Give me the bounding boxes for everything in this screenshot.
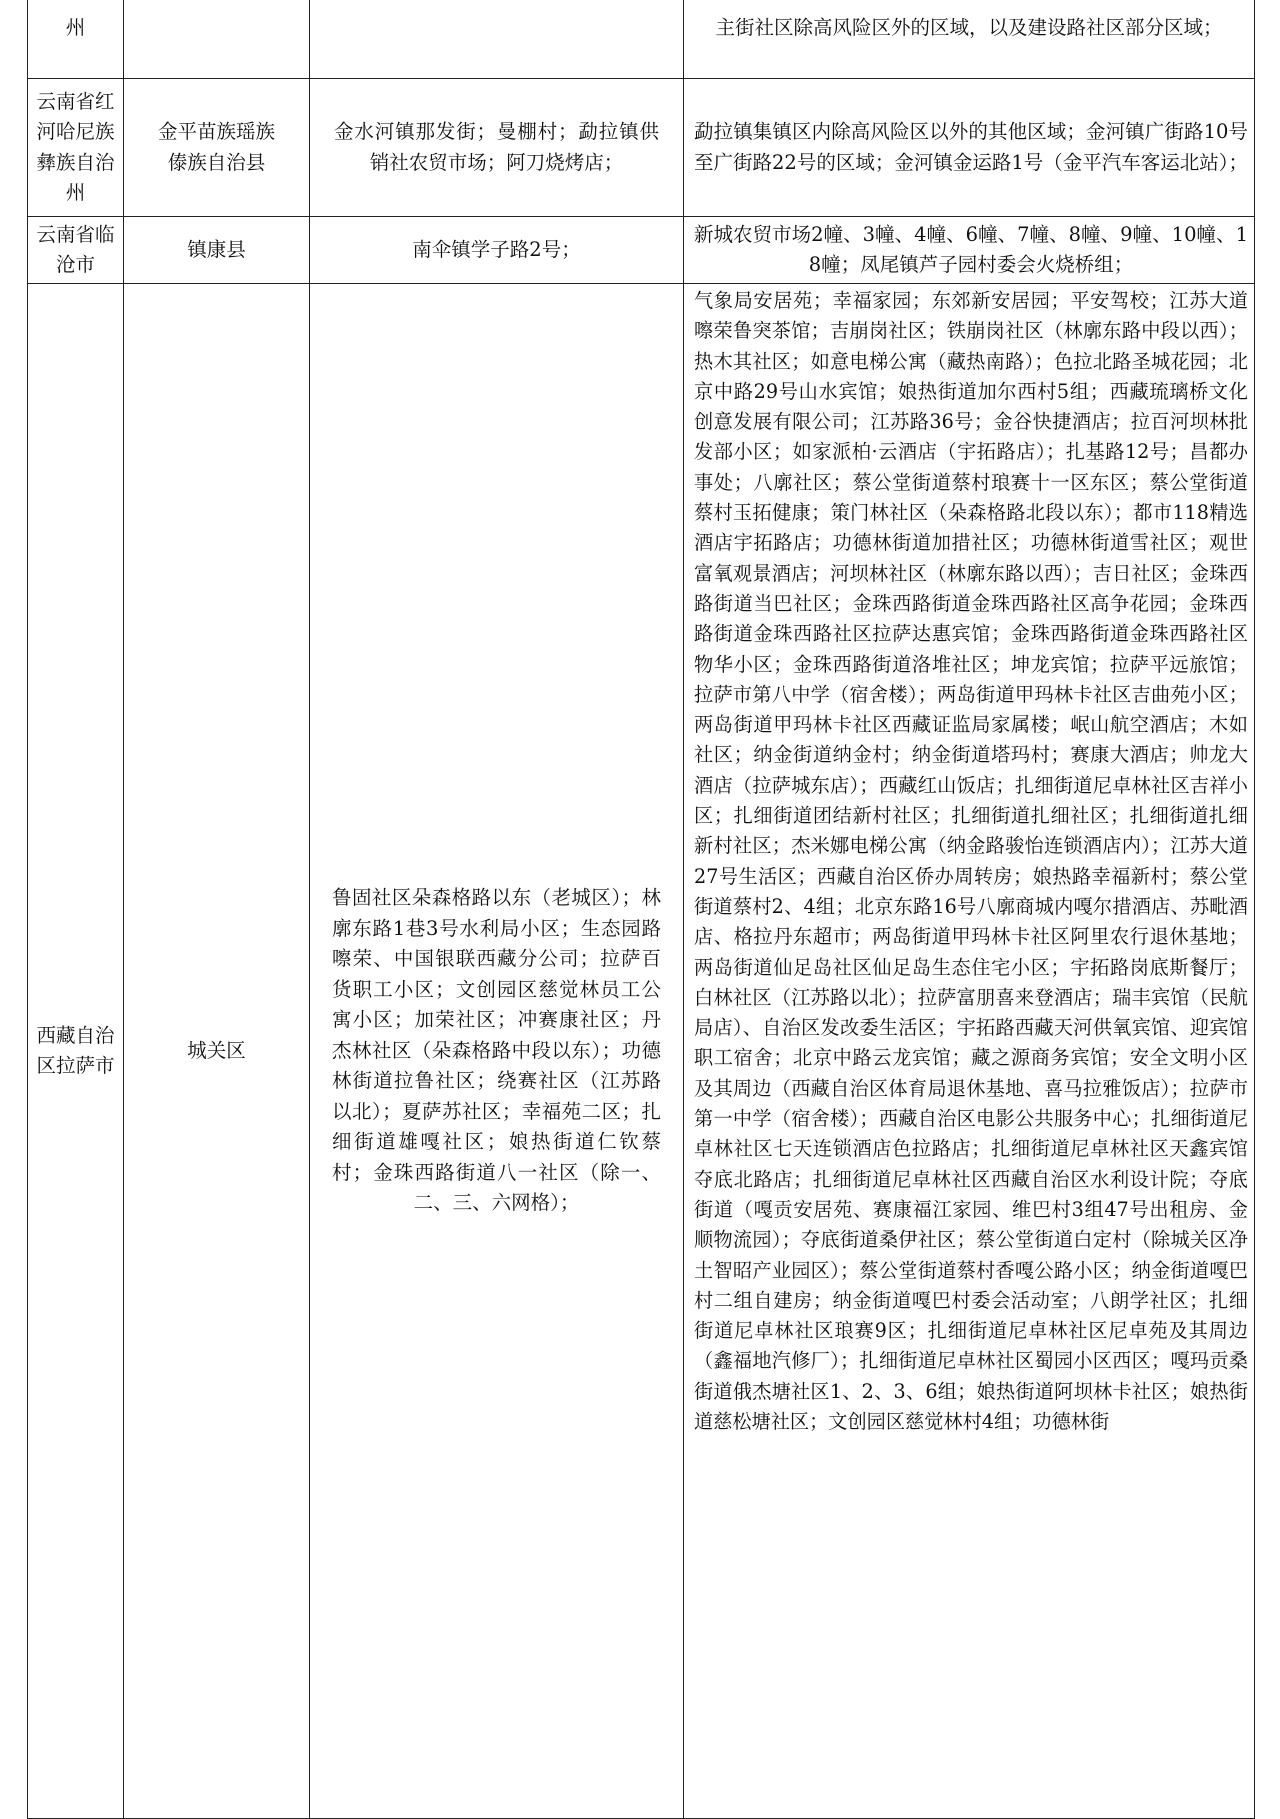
county-cell: 镇康县	[124, 217, 310, 284]
province-city-cell: 西藏自治区拉萨市	[28, 284, 124, 1819]
low-risk-cell: 新城农贸市场2幢、3幢、4幢、6幢、7幢、8幢、9幢、10幢、18幢；凤尾镇芦子园村委会火烧桥组；	[684, 217, 1255, 284]
table-row	[28, 79, 1255, 217]
province-city-cell: 云南省红河哈尼族彝族自治州	[28, 79, 124, 217]
low-risk-cell: 气象局安居苑；幸福家园；东郊新安居园；平安驾校；江苏大道嚓荣鲁突茶馆；吉崩岗社区；铁崩岗社区（林廓东路中段以西）；热木其社区；如意电梯公寓（藏热南路）；色拉北路圣城花园；北京中路29号山水宾馆；娘热街道加尔西村5组；西藏琉璃桥文化创意发展有限公司；江苏路36号；金谷快捷酒店；拉百河坝林批发部小区；如家派柏·云酒店（宇拓路店）；扎基路12号；昌都办事处；八廓社区；蔡公堂街道蔡村琅赛十一区东区；蔡公堂街道蔡村玉拓健康；策门林社区（朵森格路北段以东）；都市118精选酒店宇拓路店；功德林街道加措社区；功德林街道雪社区；观世富氧观景酒店；河坝林社区（林廓东路以西）；吉日社区；金珠西路街道当巴社区；金珠西路街道金珠西路社区高争花园；金珠西路街道金珠西路社区拉萨达惠宾馆；金珠西路街道金珠西路社区物华小区；金珠西路街道洛堆社区；坤龙宾馆；拉萨平远旅馆；拉萨市第八中学（宿舍楼）；两岛街道甲玛林卡社区吉曲苑小区；两岛街道甲玛林卡社区西藏证监局家属楼；岷山航空酒店；木如社区；纳金街道纳金村；纳金街道塔玛村；赛康大酒店；帅龙大酒店（拉萨城东店）；西藏红山饭店；扎细街道尼卓林社区吉祥小区；扎细街道团结新村社区；扎细街道扎细社区；扎细街道扎细新村社区；杰米娜电梯公寓（纳金路骏怡连锁酒店内）；江苏大道27号生活区；西藏自治区侨办周转房；娘热路幸福新村；蔡公堂街道蔡村2、4组；北京东路16号八廓商城内嘎尔措酒店、苏毗酒店、格拉丹东超市；两岛街道甲玛林卡社区阿里农行退休基地；两岛街道仙足岛社区仙足岛生态住宅小区；宇拓路岗底斯餐厅；白林社区（江苏路以北）；拉萨富朋喜来登酒店；瑞丰宾馆（民航局店）、自治区发改委生活区；宇拓路西藏天河供氧宾馆、迎宾馆职工宿舍；北京中路云龙宾馆；藏之源商务宾馆；安全文明小区及其周边（西藏自治区体育局退休基地、喜马拉雅饭店）；拉萨市第一中学（宿舍楼）；西藏自治区电影公共服务中心；扎细街道尼卓林社区七天连锁酒店色拉路店；扎细街道尼卓林社区天鑫宾馆夺底北路店；扎细街道尼卓林社区西藏自治区水利设计院；夺底街道（嘎贡安居苑、赛康福江家园、维巴村3组47号出租房、金顺物流园）；夺底街道桑伊社区；蔡公堂街道白定村（除城关区净土智昭产业园区）；蔡公堂街道蔡村香嘎公路小区；纳金街道嘎巴村二组自建房；纳金街道嘎巴村委会活动室；八朗学社区；扎细街道尼卓林社区琅赛9区；扎细街道尼卓林社区尼卓苑及其周边（鑫福地汽修厂）；扎细街道尼卓林社区蜀园小区西区；嘎玛贡桑街道俄杰塘社区1、2、3、6组；娘热街道阿坝林卡社区；娘热街道慈松塘社区；文创园区慈觉林村4组；功德林街	[684, 284, 1255, 1819]
table-row	[28, 284, 1255, 1819]
high-risk-cell: 南伞镇学子路2号；	[310, 217, 684, 284]
province-city-cell: 云南省临沧市	[28, 217, 124, 284]
low-risk-cell: 勐拉镇集镇区内除高风险区以外的其他区域；金河镇广街路10号至广街路22号的区域；金河镇金运路1号（金平汽车客运北站）；	[684, 79, 1255, 217]
low-risk-cell: 主街社区除高风险区外的区域，以及建设路社区部分区域；	[684, 0, 1255, 79]
table-row	[28, 0, 1255, 79]
province-city-cell: 州	[28, 0, 124, 79]
high-risk-cell: 鲁固社区朵森格路以东（老城区）；林廓东路1巷3号水利局小区；生态园路嚓荣、中国银联西藏分公司；拉萨百货职工小区；文创园区慈觉林员工公寓小区；加荣社区；冲赛康社区；丹杰林社区（朵森格路中段以东）；功德林街道拉鲁社区；绕赛社区（江苏路以北）；夏萨苏社区；幸福苑二区；扎细街道雄嘎社区；娘热街道仁钦蔡村；金珠西路街道八一社区（除一、二、三、六网格）；	[310, 284, 684, 1819]
county-cell: 金平苗族瑶族傣族自治县	[124, 79, 310, 217]
county-cell	[124, 0, 310, 79]
county-cell: 城关区	[124, 284, 310, 1819]
high-risk-cell	[310, 0, 684, 79]
high-risk-cell: 金水河镇那发街；曼棚村；勐拉镇供销社农贸市场；阿刀烧烤店；	[310, 79, 684, 217]
risk-area-table	[27, 0, 1255, 1819]
table-row	[28, 217, 1255, 284]
